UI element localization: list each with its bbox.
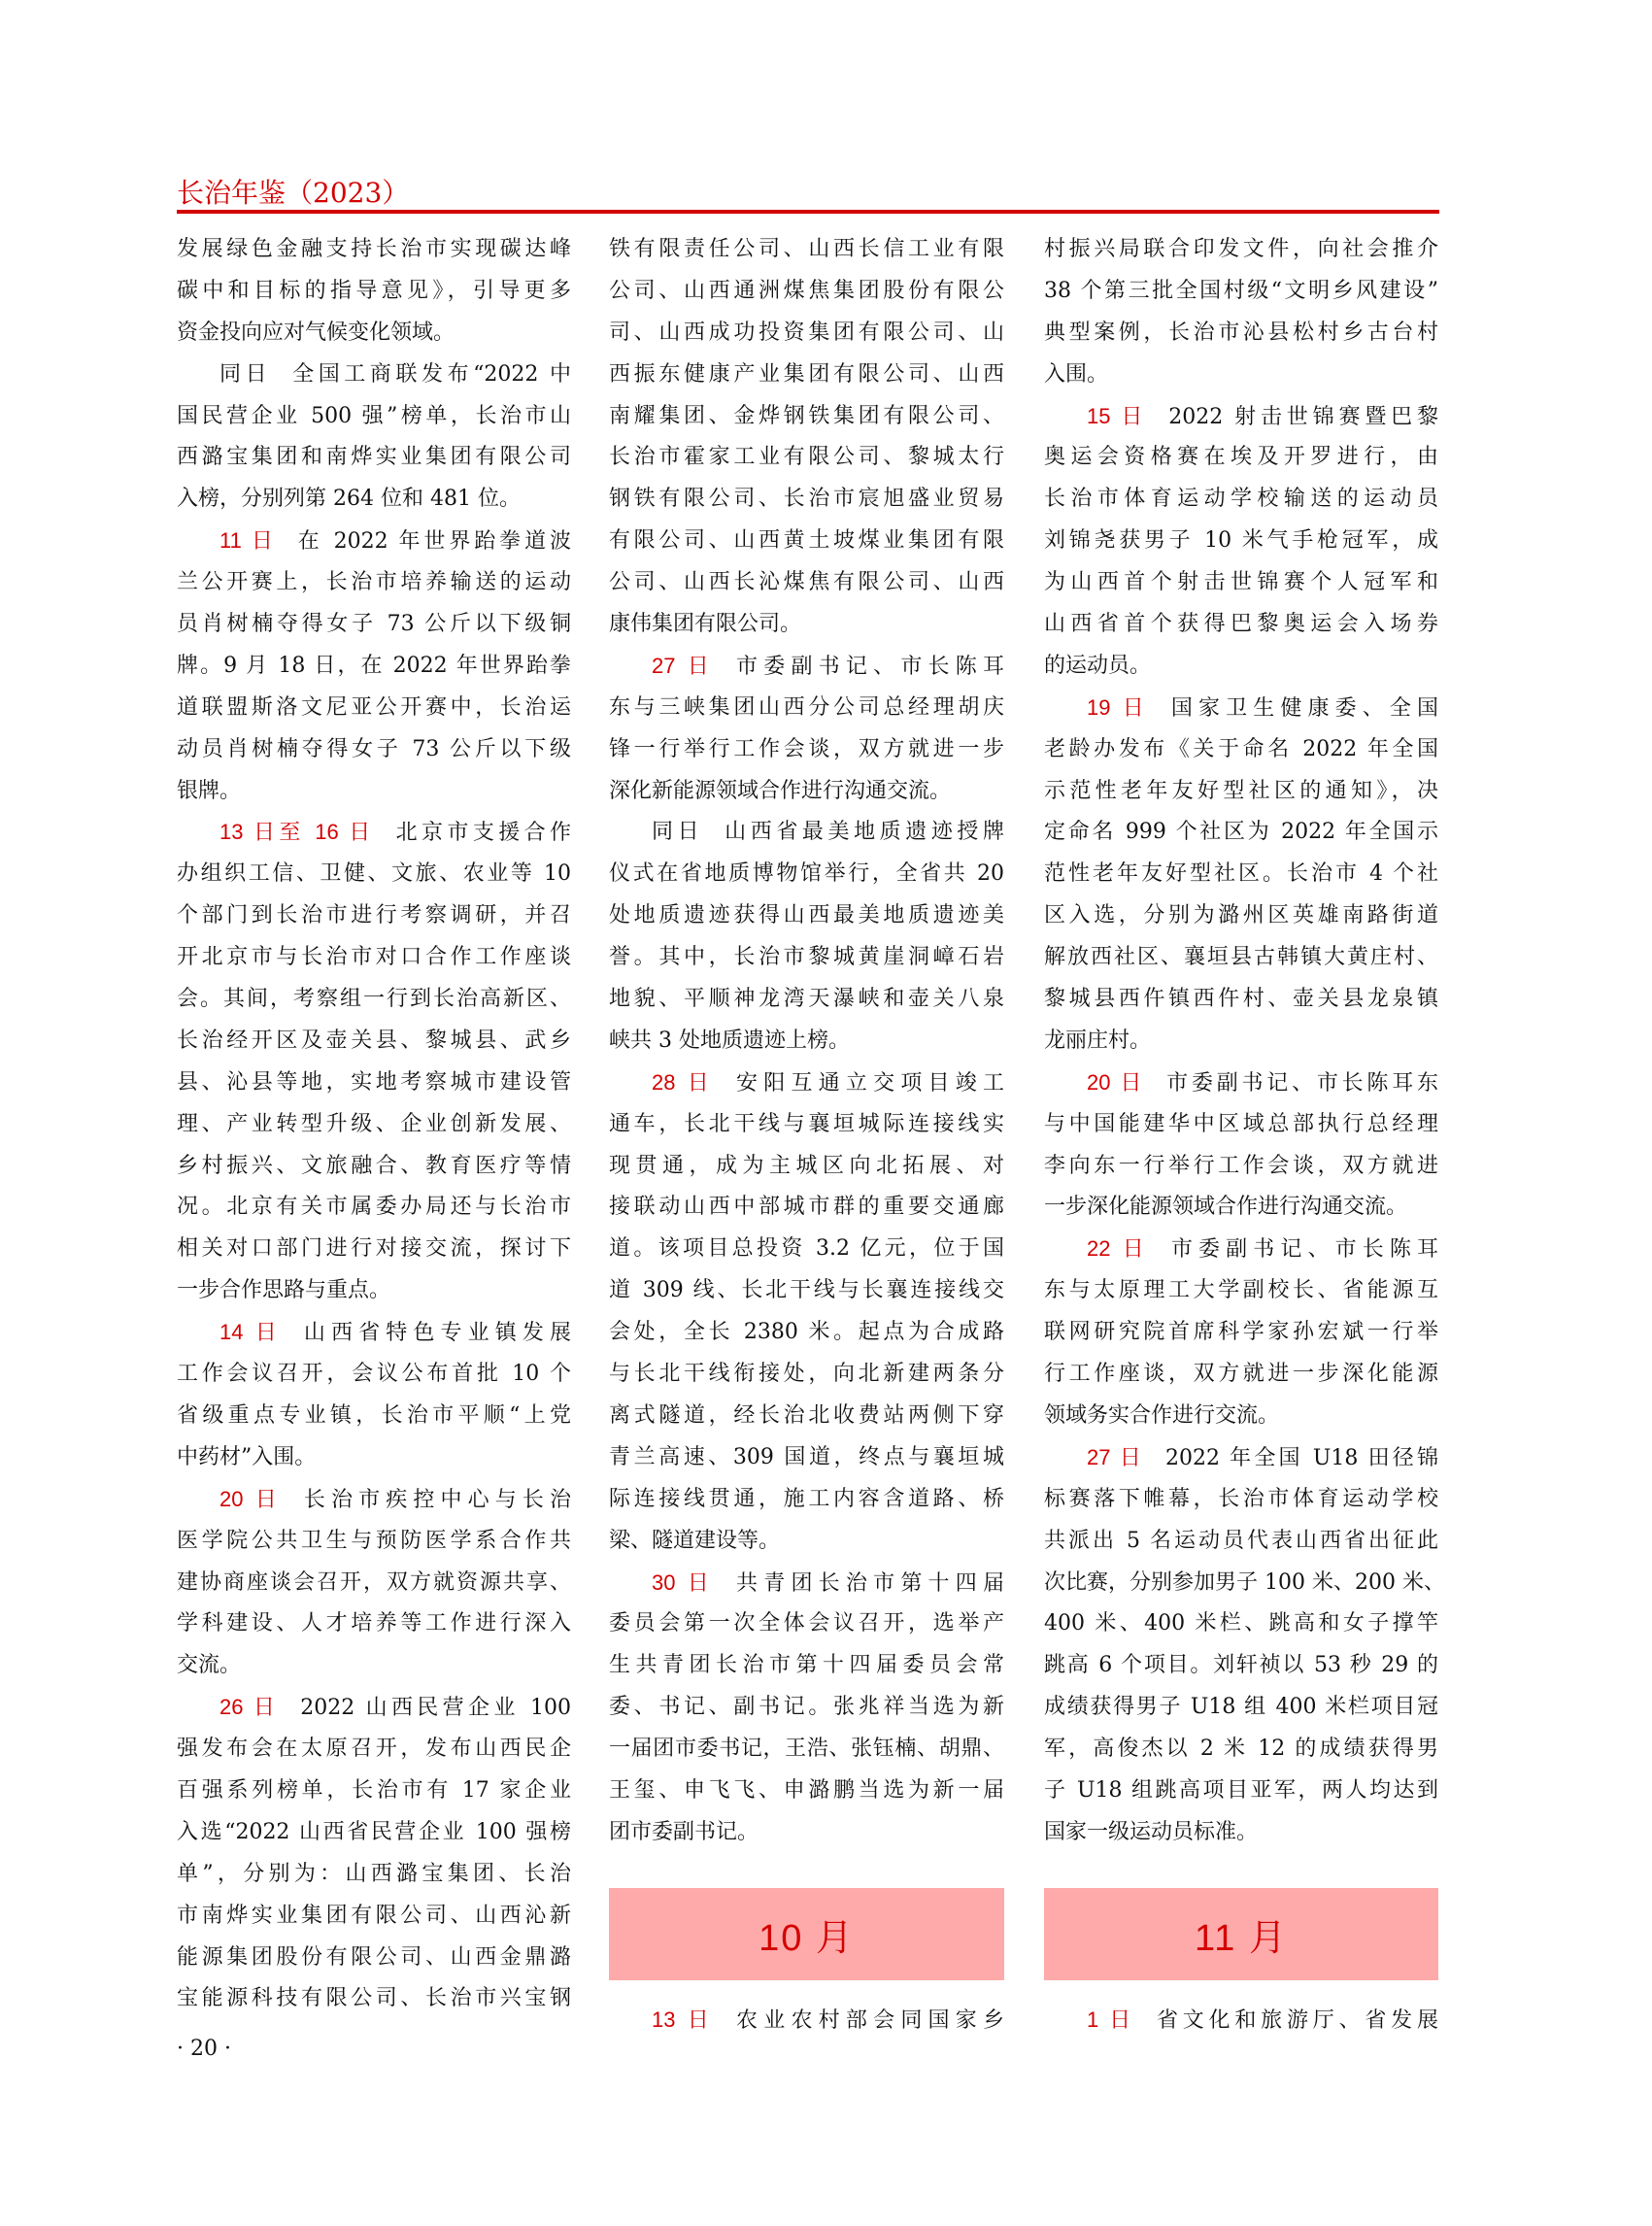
text-line: [177, 1812, 571, 1854]
entry-text: 李向东一行举行工作会谈，双方就进: [1044, 1153, 1438, 1178]
text-line: [177, 313, 571, 354]
entry-text: 入选“2022 山西省民营企业 100 强榜: [177, 1819, 571, 1844]
text-line: [609, 1771, 1004, 1812]
text-line: [1044, 1229, 1438, 1270]
entry-text: 解放西社区、襄垣县古韩镇大黄庄村、: [1044, 945, 1438, 970]
entry-text: 发展绿色金融支持长治市实现碳达峰: [177, 237, 571, 261]
text-line: [609, 1812, 1004, 1854]
entry-date: 11 日: [219, 528, 277, 554]
entry-text: 范性老年友好型社区。长治市 4 个社: [1044, 861, 1438, 887]
text-line: [1044, 604, 1438, 646]
entry-text: 公司、山西长沁煤焦有限公司、山西: [609, 570, 1004, 595]
entry-text: 共派出 5 名运动员代表山西省出征此: [1044, 1528, 1438, 1553]
entry-text: 际连接线贯通，施工内容含道路、桥: [609, 1486, 1004, 1511]
text-line: [177, 854, 571, 895]
entry-text: 动员肖树楠夺得女子 73 公斤以下级: [177, 736, 571, 761]
entry-text: 离式隧道，经长治北收费站两侧下穿: [609, 1402, 1004, 1428]
text-line: [177, 1396, 571, 1437]
entry-date: 26 日: [219, 1695, 280, 1720]
entry-text: 400 米、400 米栏、跳高和女子撑竿: [1044, 1611, 1438, 1636]
chronicle-entry: [1044, 396, 1438, 688]
entry-date: 28 日: [652, 1069, 716, 1095]
entry-date: 同日: [219, 361, 272, 387]
text-line: [609, 229, 1004, 271]
entry-text: 村振兴局联合印发文件，向社会推介: [1044, 237, 1438, 261]
chronicle-entry: [177, 1479, 571, 1687]
entry-text: 有限公司、山西黄土坡煤业集团有限: [609, 528, 1004, 554]
entry-text: 碳中和目标的指导意见》，引导更多: [177, 278, 571, 303]
text-line: [609, 1146, 1004, 1188]
entry-text: 钢铁有限公司、长治市宸旭盛业贸易: [609, 487, 1004, 512]
entry-text: 市委副书记、市长陈耳: [736, 654, 1004, 679]
entry-text: 县、沁县等地，实地考察城市建设管: [177, 1069, 571, 1095]
text-line: [1044, 562, 1438, 604]
text-line: [609, 1645, 1004, 1687]
text-column-1: [177, 229, 571, 2020]
text-line: [177, 396, 571, 438]
entry-text: 委、书记、副书记。张兆祥当选为新: [609, 1695, 1004, 1720]
entry-text: 老龄办发布《关于命名 2022 年全国: [1044, 736, 1438, 761]
entry-text: 国家一级运动员标准。: [1044, 1819, 1259, 1844]
entry-text: 2022 年全国 U18 田径锦: [1164, 1445, 1438, 1470]
entry-text: 百强系列榜单，长治市有 17 家企业: [177, 1777, 571, 1803]
entry-date: 1 日: [1087, 2007, 1135, 2032]
text-line: [1044, 1479, 1438, 1521]
entry-text: 梁、隧道建设等。: [609, 1528, 781, 1553]
entry-text: 牌。9 月 18 日，在 2022 年世界跆拳: [177, 653, 571, 678]
header-rule: [177, 210, 1439, 214]
text-line: [177, 1270, 571, 1312]
text-line: [177, 1479, 571, 1521]
text-line: [1044, 271, 1438, 313]
text-line: [177, 729, 571, 771]
entry-text: 长治市疾控中心与长治: [303, 1487, 571, 1512]
entry-text: 处地质遗迹获得山西最美地质遗迹美: [609, 903, 1004, 928]
text-line: [177, 1771, 571, 1812]
entry-text: 跳高 6 个项目。刘轩祯以 53 秒 29 的: [1044, 1653, 1438, 1678]
entry-text: 入榜，分别列第 264 位和 481 位。: [177, 487, 521, 512]
entry-text: 奥运会资格赛在埃及开罗进行，由: [1044, 445, 1438, 470]
entry-text: 员肖树楠夺得女子 73 公斤以下级铜: [177, 612, 571, 637]
entry-text: 资金投向应对气候变化领域。: [177, 320, 455, 345]
text-line: [177, 437, 571, 479]
text-line: [1044, 1396, 1438, 1437]
entry-text: 2022 山西民营企业 100: [300, 1696, 571, 1721]
entry-date: 20 日: [1087, 1069, 1146, 1095]
entry-text: 医学院公共卫生与预防医学系合作共: [177, 1528, 571, 1553]
entry-text: 学科建设、人才培养等工作进行深入: [177, 1611, 571, 1636]
entry-date: 20 日: [219, 1486, 283, 1511]
entry-text: 东与三峡集团山西分公司总经理胡庆: [609, 694, 1004, 720]
text-line: [1044, 229, 1438, 271]
entry-date: 27 日: [1087, 1444, 1144, 1469]
entry-text: 一步合作思路与重点。: [177, 1278, 391, 1303]
text-line: [177, 1437, 571, 1479]
text-line: [609, 1437, 1004, 1479]
entry-text: 38 个第三批全国村级“文明乡风建设”: [1044, 278, 1438, 303]
text-line: [177, 1854, 571, 1896]
text-line: [177, 1938, 571, 1979]
entry-date: 30 日: [652, 1569, 716, 1595]
text-line: [177, 688, 571, 729]
entry-text: 一步深化能源领域合作进行沟通交流。: [1044, 1195, 1408, 1220]
entry-text: 2022 射击世锦赛暨巴黎: [1168, 404, 1439, 429]
text-line: [609, 1270, 1004, 1312]
text-line: [177, 1229, 571, 1270]
entry-text: 公司、山西通洲煤焦集团股份有限公: [609, 278, 1004, 303]
entry-text: 与中国能建华中区域总部执行总经理: [1044, 1111, 1438, 1136]
text-line: [609, 1479, 1004, 1521]
text-line: [1044, 937, 1438, 979]
entry-text: 区入选，分别为潞州区英雄南路街道: [1044, 903, 1438, 928]
text-line: [609, 1187, 1004, 1229]
chronicle-entry: [1044, 2000, 1438, 2041]
text-line: [609, 688, 1004, 729]
text-line: [609, 313, 1004, 354]
text-line: [1044, 1771, 1438, 1812]
entry-text: 铁有限责任公司、山西长信工业有限: [609, 237, 1004, 261]
text-line: [1044, 1270, 1438, 1312]
text-line: [1044, 1563, 1445, 1604]
chronicle-entry: [1044, 1062, 1438, 1230]
entry-date: 13 日至 16 日: [219, 820, 375, 845]
text-line: [609, 2000, 1004, 2041]
entry-text: 誉。其中，长治市黎城黄崖洞嶂石岩: [609, 945, 1004, 970]
chronicle-entry: [177, 229, 571, 354]
chronicle-entry: [177, 521, 571, 812]
text-line: [1044, 688, 1438, 729]
text-line: [609, 354, 1004, 396]
text-line: [177, 1062, 571, 1104]
text-line: [177, 479, 571, 521]
page-number: · 20 ·: [177, 2037, 231, 2061]
entry-text: 示范性老年友好型社区的通知》，决: [1044, 778, 1438, 803]
text-line: [177, 1978, 571, 2020]
entry-text: 生共青团长治市第十四届委员会常: [609, 1653, 1004, 1678]
entry-text: 山西省首个获得巴黎奥运会入场券: [1044, 612, 1438, 637]
chronicle-entry: [177, 354, 571, 522]
text-line: [177, 812, 571, 854]
text-line: [1044, 521, 1438, 562]
text-line: [1044, 1146, 1438, 1188]
entry-text: 南耀集团、金烨钢铁集团有限公司、: [609, 403, 1004, 428]
text-line: [1044, 396, 1438, 438]
text-line: [1044, 2000, 1438, 2041]
text-line: [1044, 1062, 1438, 1104]
text-line: [1044, 1354, 1438, 1396]
entry-date: 14 日: [219, 1320, 283, 1345]
entry-text: 龙丽庄村。: [1044, 1028, 1152, 1053]
text-line: [609, 979, 1004, 1021]
chronicle-entry: [609, 2000, 1004, 2041]
entry-text: 青兰高速、309 国道，终点与襄垣城: [609, 1444, 1004, 1469]
chronicle-entry: [177, 812, 571, 1312]
entry-text: 市委副书记、市长陈耳: [1170, 1237, 1438, 1263]
entry-text: 道联盟斯洛文尼亚公开赛中，长治运: [177, 694, 571, 720]
entry-text: 宝能源科技有限公司、长治市兴宝钢: [177, 1986, 571, 2011]
entry-text: 国民营企业 500 强”榜单，长治市山: [177, 403, 571, 428]
entry-text: 领域务实合作进行交流。: [1044, 1402, 1280, 1428]
text-column-2: [609, 229, 1004, 2041]
text-line: [1044, 1687, 1438, 1729]
entry-text: 市南烨实业集团有限公司、山西沁新: [177, 1903, 571, 1928]
text-line: [1044, 354, 1438, 396]
entry-text: 强发布会在太原召开，发布山西民企: [177, 1737, 571, 1762]
text-line: [177, 604, 571, 646]
entry-text: 安阳互通立交项目竣工: [736, 1070, 1004, 1096]
text-line: [177, 1146, 571, 1188]
entry-text: 成绩获得男子 U18 组 400 米栏项目冠: [1044, 1695, 1438, 1720]
entry-text: 西振东健康产业集团有限公司、山西: [609, 361, 1004, 387]
text-line: [1044, 1104, 1438, 1146]
entry-text: 锋一行举行工作会谈，双方就进一步: [609, 736, 1004, 761]
text-line: [609, 1021, 1004, 1062]
text-line: [1044, 979, 1438, 1021]
text-line: [177, 646, 571, 688]
chronicle-entry: [609, 646, 1004, 813]
entry-date: 13 日: [652, 2007, 716, 2032]
text-line: [609, 1104, 1004, 1146]
text-line: [609, 396, 1004, 438]
entry-text: 次比赛，分别参加男子 100 米、200 米、: [1044, 1569, 1445, 1595]
entry-text: 况。北京有关市属委办局还与长治市: [177, 1195, 571, 1220]
entry-text: 西潞宝集团和南烨实业集团有限公司: [177, 445, 571, 470]
text-line: [609, 646, 1004, 688]
entry-text: 会处，全长 2380 米。起点为合成路: [609, 1320, 1004, 1345]
entry-text: 相关对口部门进行对接交流，探讨下: [177, 1236, 571, 1262]
text-line: [609, 771, 1004, 813]
entry-text: 典型案例，长治市沁县松村乡古台村: [1044, 320, 1438, 345]
text-line: [177, 562, 571, 604]
entry-text: 东与太原理工大学副校长、省能源互: [1044, 1278, 1438, 1303]
entry-text: 刘锦尧获男子 10 米气手枪冠军，成: [1044, 528, 1438, 554]
text-line: [609, 1563, 1004, 1604]
text-line: [609, 479, 1004, 521]
text-line: [1044, 1521, 1438, 1563]
entry-text: 办组织工信、卫健、文旅、农业等 10: [177, 861, 571, 887]
entry-text: 银牌。: [177, 778, 242, 803]
text-line: [609, 437, 1004, 479]
entry-text: 地貌、平顺神龙湾天瀑峡和壶关八泉: [609, 987, 1004, 1012]
entry-text: 道 309 线、长北干线与长襄连接线交: [609, 1278, 1004, 1303]
text-line: [609, 1603, 1004, 1645]
entry-date: 15 日: [1087, 403, 1148, 428]
chronicle-entry: [609, 812, 1004, 1062]
text-line: [177, 1603, 571, 1645]
text-line: [609, 271, 1004, 313]
entry-text: 省级重点专业镇，长治市平顺“上党: [177, 1402, 571, 1428]
entry-text: 理、产业转型升级、企业创新发展、: [177, 1111, 571, 1136]
entry-text: 山西省最美地质遗迹授牌: [725, 820, 1004, 845]
chronicle-entry: [1044, 688, 1438, 1062]
text-line: [177, 271, 571, 313]
text-line: [1044, 1312, 1438, 1354]
entry-text: 与长北干线衔接处，向北新建两条分: [609, 1362, 1004, 1387]
text-line: [1044, 1729, 1438, 1771]
entry-text: 入围。: [1044, 361, 1109, 387]
text-column-3: [1044, 229, 1445, 2041]
entry-text: 深化新能源领域合作进行沟通交流。: [609, 778, 952, 803]
chronicle-entry: [177, 1312, 571, 1479]
text-line: [1044, 313, 1438, 354]
chronicle-entry: [609, 1563, 1004, 1854]
text-line: [1044, 1812, 1438, 1854]
entry-text: 工作会议召开，会议公布首批 10 个: [177, 1362, 571, 1387]
text-line: [177, 1354, 571, 1396]
text-line: [609, 1396, 1004, 1437]
entry-text: 现贯通，成为主城区向北拓展、对: [609, 1153, 1004, 1178]
entry-text: 能源集团股份有限公司、山西金鼎潞: [177, 1944, 571, 1970]
month-banner: [1044, 1888, 1438, 1980]
text-line: [177, 1521, 571, 1563]
text-line: [609, 1521, 1004, 1563]
entry-text: 乡村振兴、文旅融合、教育医疗等情: [177, 1153, 571, 1178]
entry-text: 定命名 999 个社区为 2022 年全国示: [1044, 820, 1438, 845]
text-line: [1044, 1645, 1438, 1687]
entry-text: 农业农村部会同国家乡: [736, 2007, 1004, 2033]
entry-text: 一届团市委书记，王浩、张钰楠、胡鼎、: [609, 1737, 1004, 1762]
text-line: [609, 562, 1004, 604]
text-line: [1044, 479, 1438, 521]
month-banner-label: 10 月: [759, 1917, 855, 1959]
entry-text: 长治经开区及壶关县、黎城县、武乡: [177, 1028, 571, 1053]
text-line: [177, 895, 571, 937]
text-line: [1044, 771, 1438, 813]
text-line: [177, 1645, 571, 1687]
text-line: [177, 1729, 571, 1771]
text-line: [609, 1062, 1004, 1104]
text-line: [1044, 854, 1438, 895]
text-line: [609, 937, 1004, 979]
text-line: [177, 229, 571, 271]
chronicle-entry: [609, 229, 1004, 646]
chronicle-entry: [1044, 1437, 1445, 1854]
chronicle-entry: [1044, 1229, 1438, 1436]
text-line: [177, 1563, 571, 1604]
entry-text: 中药材”入围。: [177, 1444, 317, 1469]
entry-text: 行工作座谈，双方就进一步深化能源: [1044, 1362, 1438, 1387]
text-line: [1044, 729, 1438, 771]
entry-text: 共青团长治市第十四届: [736, 1570, 1004, 1596]
text-line: [177, 1021, 571, 1062]
text-line: [1044, 895, 1438, 937]
entry-text: 建协商座谈会召开，双方就资源共享、: [177, 1569, 571, 1595]
entry-text: 会。其间，考察组一行到长治高新区、: [177, 987, 571, 1012]
text-line: [1044, 646, 1438, 688]
text-line: [609, 1312, 1004, 1354]
entry-text: 山西省特色专业镇发展: [303, 1321, 571, 1346]
entry-text: 团市委副书记。: [609, 1819, 759, 1844]
text-line: [609, 729, 1004, 771]
entry-text: 标赛落下帷幕，长治市体育运动学校: [1044, 1486, 1438, 1511]
text-line: [609, 1729, 1004, 1771]
entry-text: 黎城县西仵镇西仵村、壶关县龙泉镇: [1044, 987, 1438, 1012]
text-line: [177, 1896, 571, 1938]
entry-text: 仪式在省地质博物馆举行，全省共 20: [609, 861, 1004, 887]
entry-text: 国家卫生健康委、全国: [1170, 695, 1438, 721]
text-line: [1044, 812, 1438, 854]
running-head-title: 长治年鉴（2023）: [177, 177, 410, 209]
entry-text: 在 2022 年世界跆拳道波: [297, 529, 571, 555]
text-line: [177, 1312, 571, 1354]
text-line: [177, 1187, 571, 1229]
chronicle-entry: [1044, 229, 1438, 396]
text-line: [177, 979, 571, 1021]
text-line: [609, 1354, 1004, 1396]
text-line: [609, 1687, 1004, 1729]
entry-text: 委员会第一次全体会议召开，选举产: [609, 1611, 1004, 1636]
entry-text: 康伟集团有限公司。: [609, 612, 802, 637]
entry-text: 市委副书记、市长陈耳东: [1166, 1070, 1438, 1096]
entry-text: 全国工商联发布“2022 中: [292, 361, 571, 387]
entry-text: 军，高俊杰以 2 米 12 的成绩获得男: [1044, 1737, 1438, 1762]
text-line: [177, 354, 571, 396]
text-line: [177, 1104, 571, 1146]
entry-text: 兰公开赛上，长治市培养输送的运动: [177, 570, 571, 595]
entry-text: 单”，分别为：山西潞宝集团、长治: [177, 1861, 571, 1886]
entry-date: 22 日: [1087, 1236, 1150, 1262]
text-line: [609, 521, 1004, 562]
entry-text: 个部门到长治市进行考察调研，并召: [177, 903, 571, 928]
entry-text: 长治市体育运动学校输送的运动员: [1044, 487, 1438, 512]
chronicle-entry: [609, 1062, 1004, 1563]
text-line: [609, 895, 1004, 937]
entry-text: 王玺、申飞飞、申潞鹏当选为新一届: [609, 1777, 1004, 1803]
entry-text: 长治市霍家工业有限公司、黎城太行: [609, 445, 1004, 470]
entry-date: 同日: [652, 820, 704, 845]
entry-text: 子 U18 组跳高项目亚军，两人均达到: [1044, 1777, 1438, 1803]
entry-text: 接联动山西中部城市群的重要交通廊: [609, 1195, 1004, 1220]
text-line: [177, 937, 571, 979]
chronicle-entry: [177, 1687, 571, 2020]
text-line: [1044, 1187, 1438, 1229]
text-line: [177, 771, 571, 813]
entry-text: 峡共 3 处地质遗迹上榜。: [609, 1028, 850, 1053]
text-line: [609, 604, 1004, 646]
month-banner: [609, 1888, 1004, 1980]
text-line: [177, 1687, 571, 1729]
entry-text: 司、山西成功投资集团有限公司、山: [609, 320, 1004, 345]
entry-text: 交流。: [177, 1653, 242, 1678]
entry-text: 联网研究院首席科学家孙宏斌一行举: [1044, 1320, 1438, 1345]
entry-text: 道。该项目总投资 3.2 亿元，位于国: [609, 1236, 1004, 1262]
text-line: [1044, 1021, 1438, 1062]
entry-date: 19 日: [1087, 694, 1150, 720]
text-line: [1044, 1603, 1438, 1645]
entry-text: 开北京市与长治市对口合作工作座谈: [177, 945, 571, 970]
text-line: [1044, 1437, 1438, 1479]
text-line: [609, 1229, 1004, 1270]
text-line: [1044, 437, 1438, 479]
text-line: [177, 521, 571, 562]
text-line: [609, 854, 1004, 895]
entry-date: 27 日: [652, 653, 716, 678]
entry-text: 为山西首个射击世锦赛个人冠军和: [1044, 570, 1438, 595]
text-line: [609, 812, 1004, 854]
entry-text: 的运动员。: [1044, 653, 1152, 678]
entry-text: 省文化和旅游厅、省发展: [1156, 2007, 1438, 2033]
entry-text: 通车，长北干线与襄垣城际连接线实: [609, 1111, 1004, 1136]
month-banner-label: 11 月: [1194, 1917, 1288, 1959]
entry-text: 北京市支援合作: [395, 821, 571, 846]
